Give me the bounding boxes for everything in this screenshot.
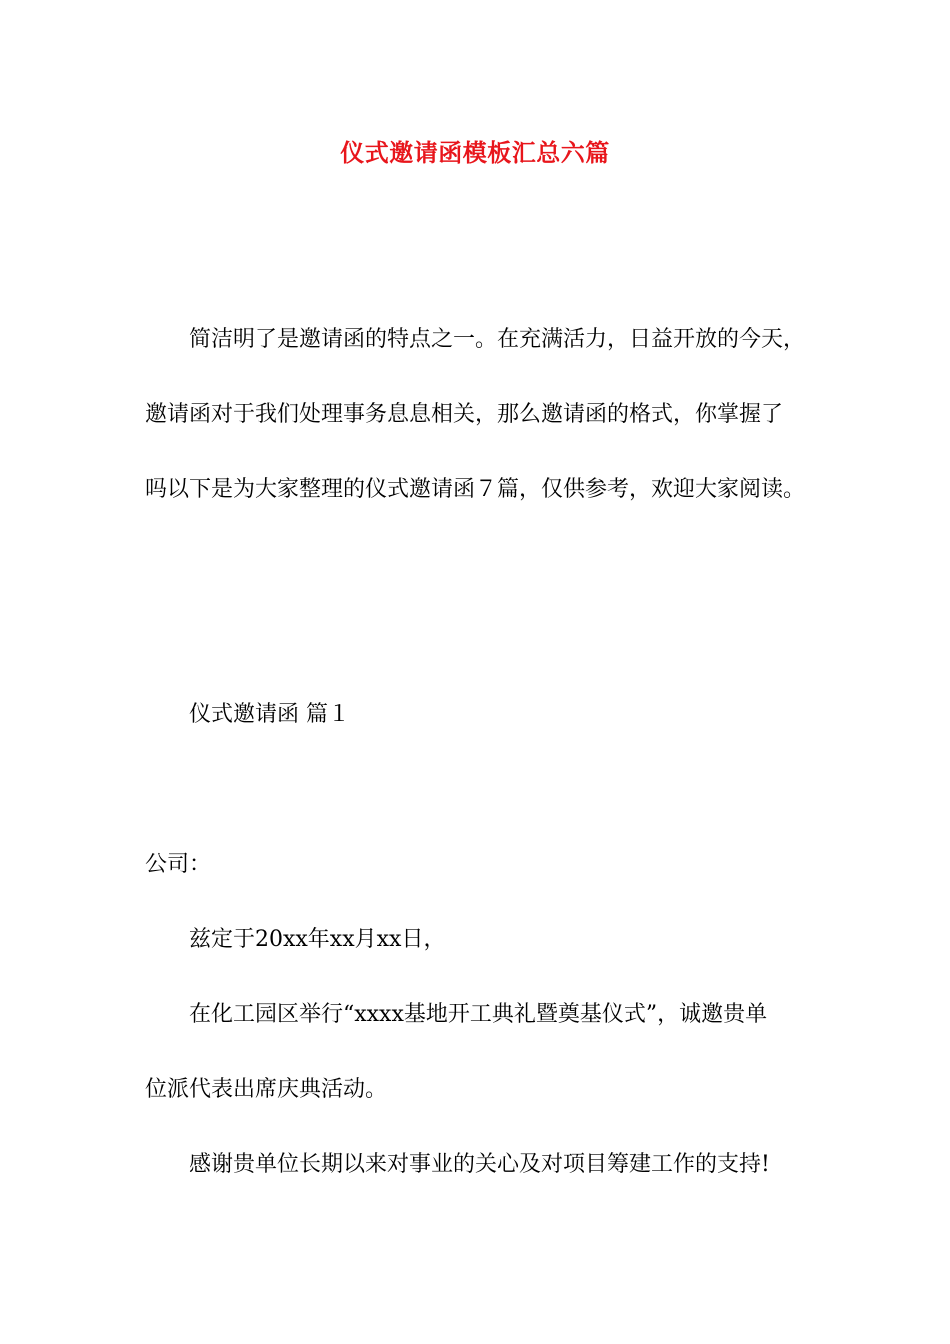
body-line-1: 兹定于20xx年xx月xx日， [189,927,446,952]
intro-line-2: 邀请函对于我们处理事务息息相关，那么邀请函的格式，你掌握了 [145,402,784,427]
salutation: 公司： [145,852,212,877]
intro-line-1: 简洁明了是邀请函的特点之一。在充满活力，日益开放的今天， [189,327,806,352]
document-title: 仪式邀请函模板汇总六篇 [340,138,610,167]
intro-line-3: 吗以下是为大家整理的仪式邀请函７篇，仅供参考，欢迎大家阅读。 [145,477,806,502]
body-line-2: 在化工园区举行“xxxx基地开工典礼暨奠基仪式”，诚邀贵单 [189,1002,768,1027]
section-heading: 仪式邀请函 篇１ [189,702,350,727]
body-line-4: 感谢贵单位长期以来对事业的关心及对项目筹建工作的支持! [189,1152,770,1177]
body-line-3: 位派代表出席庆典活动。 [145,1077,388,1102]
